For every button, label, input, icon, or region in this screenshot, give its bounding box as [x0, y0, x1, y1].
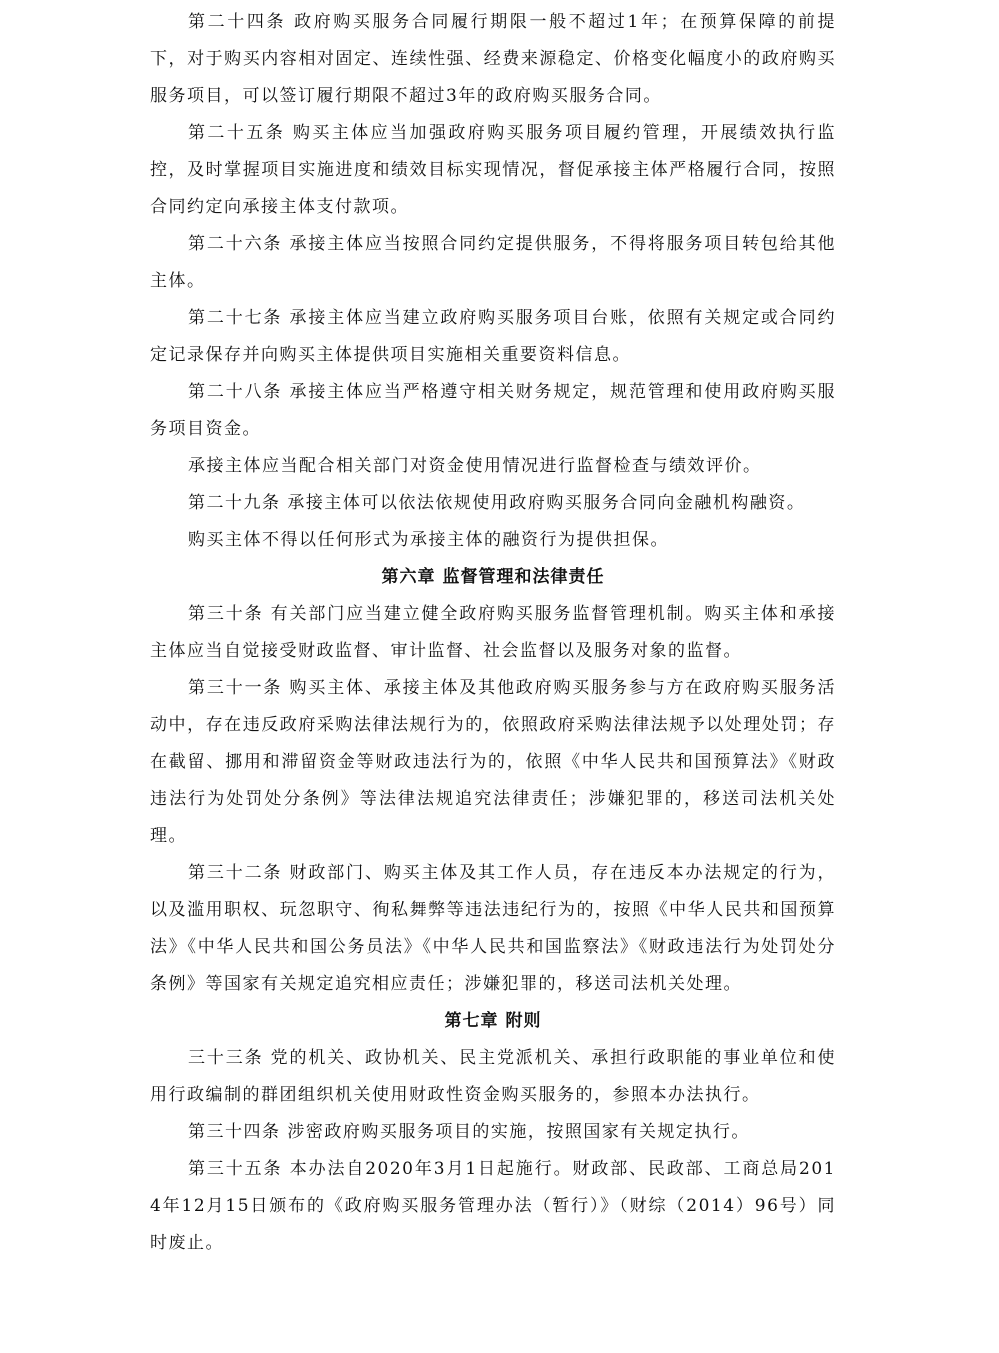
article-31: 第三十一条 购买主体、承接主体及其他政府购买服务参与方在政府购买服务活动中，存在违反政府采购法律法规行为的，依照政府采购法律法规予以处理处罚；存在截留、挪用和滞留资金等财政违法行为的，依照《中华人民共和国预算法》《财政违法行为处罚处分条例》等法律法规追究法律责任；涉嫌犯罪的，移送司法机关处理。: [150, 678, 836, 846]
article-28: 第二十八条 承接主体应当严格遵守相关财务规定，规范管理和使用政府购买服务项目资金。: [150, 382, 836, 439]
article-34: 第三十四条 涉密政府购买服务项目的实施，按照国家有关规定执行。: [188, 1122, 750, 1142]
document-page: [150, 4, 836, 1262]
article-24: 第二十四条 政府购买服务合同履行期限一般不超过1年；在预算保障的前提下，对于购买内容相对固定、连续性强、经费来源稳定、价格变化幅度小的政府购买服务项目，可以签订履行期限不超过3年的政府购买服务合同。: [150, 12, 836, 106]
article-25: 第二十五条 购买主体应当加强政府购买服务项目履约管理，开展绩效执行监控，及时掌握项目实施进度和绩效目标实现情况，督促承接主体严格履行合同，按照合同约定向承接主体支付款项。: [150, 123, 836, 217]
article-35: 第三十五条 本办法自2020年3月1日起施行。财政部、民政部、工商总局2014年12月15日颁布的《政府购买服务管理办法（暂行）》（财综（2014）96号）同时废止。: [150, 1159, 836, 1253]
article-29: 第二十九条 承接主体可以依法依规使用政府购买服务合同向金融机构融资。: [188, 493, 806, 513]
article-27: 第二十七条 承接主体应当建立政府购买服务项目台账，依照有关规定或合同约定记录保存并向购买主体提供项目实施相关重要资料信息。: [150, 308, 836, 365]
chapter-6-heading: 第六章 监督管理和法律责任: [381, 567, 605, 587]
article-30: 第三十条 有关部门应当建立健全政府购买服务监督管理机制。购买主体和承接主体应当自觉接受财政监督、审计监督、社会监督以及服务对象的监督。: [150, 604, 836, 661]
chapter-7-heading: 第七章 附则: [444, 1011, 542, 1031]
article-32: 第三十二条 财政部门、购买主体及其工作人员，存在违反本办法规定的行为，以及滥用职权、玩忽职守、徇私舞弊等违法违纪行为的，按照《中华人民共和国预算法》《中华人民共和国公务员法》《中华人民共和国监察法》《财政违法行为处罚处分条例》等国家有关规定追究相应责任；涉嫌犯罪的，移送司法机关处理。: [150, 863, 836, 994]
article-28-clause-2: 承接主体应当配合相关部门对资金使用情况进行监督检查与绩效评价。: [188, 456, 762, 476]
article-26: 第二十六条 承接主体应当按照合同约定提供服务，不得将服务项目转包给其他主体。: [150, 234, 836, 291]
article-33: 三十三条 党的机关、政协机关、民主党派机关、承担行政职能的事业单位和使用行政编制的群团组织机关使用财政性资金购买服务的，参照本办法执行。: [150, 1048, 836, 1105]
article-29-clause-2: 购买主体不得以任何形式为承接主体的融资行为提供担保。: [188, 530, 669, 550]
